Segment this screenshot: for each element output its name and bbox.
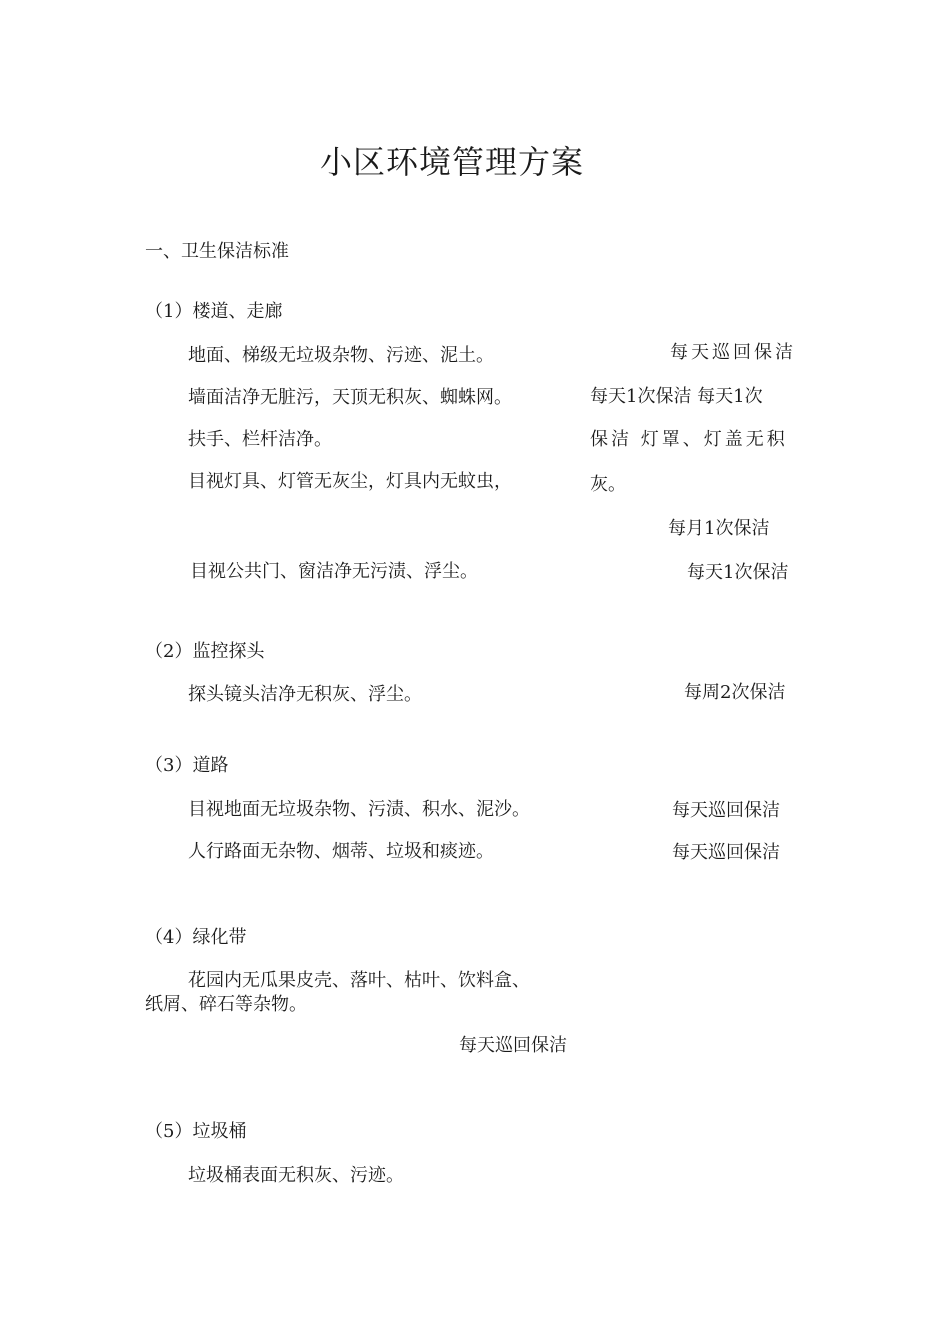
section-heading: 一、卫生保洁标准 <box>145 241 289 262</box>
frequency-text: 每天巡回保洁 <box>670 342 796 363</box>
frequency-text: 保洁 灯罩、灯盖无积 <box>590 429 788 450</box>
frequency-text: 每天巡回保洁 <box>672 800 780 821</box>
subsection-heading: （4）绿化带 <box>145 927 247 948</box>
standard-line: 花园内无瓜果皮壳、落叶、枯叶、饮料盒、 <box>188 970 530 991</box>
frequency-text: 每天1次保洁 每天1次 <box>590 386 763 407</box>
standard-line: 探头镜头洁净无积灰、浮尘。 <box>188 684 422 705</box>
frequency-text: 每周2次保洁 <box>684 682 786 703</box>
standard-line: 目视灯具、灯管无灰尘，灯具内无蚊虫， <box>188 471 512 492</box>
standard-line: 人行路面无杂物、烟蒂、垃圾和痰迹。 <box>188 841 494 862</box>
standard-line: 地面、梯级无垃圾杂物、污迹、泥土。 <box>188 345 494 366</box>
frequency-text: 灰。 <box>590 474 626 495</box>
frequency-text: 每天1次保洁 <box>687 562 789 583</box>
standard-line: 垃圾桶表面无积灰、污迹。 <box>188 1165 404 1186</box>
standard-line: 纸屑、碎石等杂物。 <box>145 994 307 1015</box>
subsection-heading: （1）楼道、走廊 <box>145 301 283 322</box>
frequency-text: 每天巡回保洁 <box>672 842 780 863</box>
standard-line: 扶手、栏杆洁净。 <box>188 429 332 450</box>
standard-line: 目视地面无垃圾杂物、污渍、积水、泥沙。 <box>188 799 530 820</box>
frequency-text: 每天巡回保洁 <box>459 1035 567 1056</box>
frequency-text: 每月1次保洁 <box>668 518 770 539</box>
subsection-heading: （5）垃圾桶 <box>145 1121 247 1142</box>
subsection-heading: （3）道路 <box>145 755 229 776</box>
standard-line: 墙面洁净无脏污，天顶无积灰、蜘蛛网。 <box>188 387 512 408</box>
subsection-heading: （2）监控探头 <box>145 641 265 662</box>
page-title: 小区环境管理方案 <box>320 143 585 181</box>
standard-line: 目视公共门、窗洁净无污渍、浮尘。 <box>190 561 478 582</box>
